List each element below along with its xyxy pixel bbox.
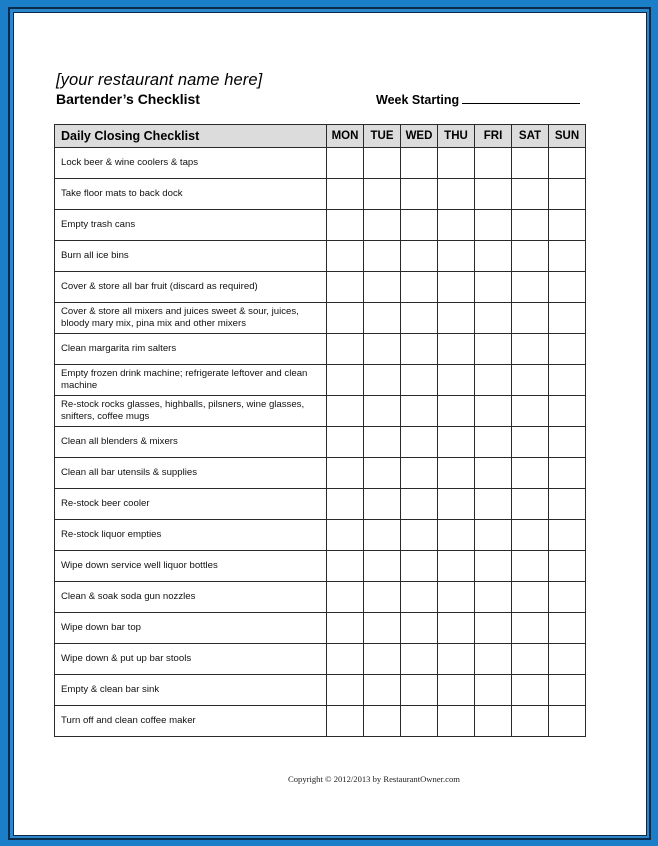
checkbox-cell-fri[interactable] — [475, 582, 512, 613]
task-label: Cover & store all bar fruit (discard as required) — [55, 272, 327, 303]
checkbox-cell-sat[interactable] — [512, 582, 549, 613]
checkbox-cell-tue[interactable] — [364, 272, 401, 303]
checkbox-cell-fri[interactable] — [475, 427, 512, 458]
table-row — [55, 241, 586, 272]
checkbox-cell-sat[interactable] — [512, 613, 549, 644]
checkbox-cell-mon[interactable] — [327, 458, 364, 489]
table-row — [55, 334, 586, 365]
checkbox-cell-sat[interactable] — [512, 396, 549, 427]
checkbox-cell-thu[interactable] — [438, 706, 475, 737]
table-row — [55, 303, 586, 334]
checkbox-cell-fri[interactable] — [475, 551, 512, 582]
checkbox-cell-sat[interactable] — [512, 427, 549, 458]
checkbox-cell-fri[interactable] — [475, 613, 512, 644]
checkbox-cell-tue[interactable] — [364, 210, 401, 241]
checkbox-cell-tue[interactable] — [364, 675, 401, 706]
checkbox-cell-tue[interactable] — [364, 551, 401, 582]
checkbox-cell-sun[interactable] — [549, 303, 586, 334]
week-starting-blank-line — [462, 103, 580, 104]
checklist-title: Bartender’s Checklist — [56, 91, 200, 107]
task-column-header: Daily Closing Checklist — [55, 125, 327, 148]
day-header-mon: MON — [327, 125, 364, 148]
checkbox-cell-fri[interactable] — [475, 458, 512, 489]
checkbox-cell-thu[interactable] — [438, 396, 475, 427]
checkbox-cell-mon[interactable] — [327, 241, 364, 272]
checkbox-cell-tue[interactable] — [364, 582, 401, 613]
checkbox-cell-wed[interactable] — [401, 334, 438, 365]
closing-checklist-table — [54, 124, 586, 737]
checkbox-cell-sun[interactable] — [549, 613, 586, 644]
checkbox-cell-wed[interactable] — [401, 644, 438, 675]
checkbox-cell-mon[interactable] — [327, 210, 364, 241]
checkbox-cell-mon[interactable] — [327, 148, 364, 179]
checkbox-cell-thu[interactable] — [438, 303, 475, 334]
checkbox-cell-sat[interactable] — [512, 334, 549, 365]
checkbox-cell-sun[interactable] — [549, 148, 586, 179]
checkbox-cell-fri[interactable] — [475, 241, 512, 272]
table-row — [55, 675, 586, 706]
checkbox-cell-thu[interactable] — [438, 365, 475, 396]
checkbox-cell-fri[interactable] — [475, 520, 512, 551]
checkbox-cell-sun[interactable] — [549, 427, 586, 458]
checkbox-cell-sun[interactable] — [549, 582, 586, 613]
checkbox-cell-thu[interactable] — [438, 489, 475, 520]
checkbox-cell-thu[interactable] — [438, 458, 475, 489]
checkbox-cell-wed[interactable] — [401, 241, 438, 272]
table-row — [55, 148, 586, 179]
checkbox-cell-wed[interactable] — [401, 272, 438, 303]
checkbox-cell-tue[interactable] — [364, 303, 401, 334]
checkbox-cell-tue[interactable] — [364, 427, 401, 458]
checkbox-cell-wed[interactable] — [401, 551, 438, 582]
checkbox-cell-mon[interactable] — [327, 179, 364, 210]
checkbox-cell-tue[interactable] — [364, 148, 401, 179]
checkbox-cell-tue[interactable] — [364, 365, 401, 396]
checkbox-cell-sun[interactable] — [549, 675, 586, 706]
checkbox-cell-tue[interactable] — [364, 396, 401, 427]
day-header-tue: TUE — [364, 125, 401, 148]
checkbox-cell-mon[interactable] — [327, 644, 364, 675]
day-header-fri: FRI — [475, 125, 512, 148]
checkbox-cell-sat[interactable] — [512, 365, 549, 396]
task-label: Burn all ice bins — [55, 241, 327, 272]
task-label: Re-stock beer cooler — [55, 489, 327, 520]
table-row — [55, 272, 586, 303]
task-label: Wipe down service well liquor bottles — [55, 551, 327, 582]
checkbox-cell-sat[interactable] — [512, 210, 549, 241]
checkbox-cell-sat[interactable] — [512, 675, 549, 706]
table-row — [55, 179, 586, 210]
checkbox-cell-sat[interactable] — [512, 551, 549, 582]
checkbox-cell-mon[interactable] — [327, 706, 364, 737]
table-row — [55, 427, 586, 458]
checkbox-cell-tue[interactable] — [364, 706, 401, 737]
checkbox-cell-tue[interactable] — [364, 489, 401, 520]
checkbox-cell-sun[interactable] — [549, 706, 586, 737]
checkbox-cell-fri[interactable] — [475, 179, 512, 210]
checkbox-cell-mon[interactable] — [327, 489, 364, 520]
checkbox-cell-thu[interactable] — [438, 582, 475, 613]
task-label: Empty frozen drink machine; refrigerate leftover and clean machine — [55, 365, 327, 396]
checkbox-cell-thu[interactable] — [438, 179, 475, 210]
checkbox-cell-thu[interactable] — [438, 210, 475, 241]
task-label: Wipe down bar top — [55, 613, 327, 644]
checkbox-cell-sun[interactable] — [549, 551, 586, 582]
task-label: Wipe down & put up bar stools — [55, 644, 327, 675]
checkbox-cell-wed[interactable] — [401, 148, 438, 179]
checkbox-cell-tue[interactable] — [364, 644, 401, 675]
checkbox-cell-thu[interactable] — [438, 334, 475, 365]
checkbox-cell-fri[interactable] — [475, 303, 512, 334]
table-row — [55, 489, 586, 520]
checkbox-cell-sun[interactable] — [549, 241, 586, 272]
checkbox-cell-wed[interactable] — [401, 210, 438, 241]
checkbox-cell-sat[interactable] — [512, 148, 549, 179]
checkbox-cell-sun[interactable] — [549, 272, 586, 303]
checkbox-cell-sun[interactable] — [549, 458, 586, 489]
table-header-row — [55, 125, 586, 148]
checkbox-cell-fri[interactable] — [475, 334, 512, 365]
checkbox-cell-mon[interactable] — [327, 396, 364, 427]
checkbox-cell-sat[interactable] — [512, 520, 549, 551]
task-label: Clean margarita rim salters — [55, 334, 327, 365]
checkbox-cell-thu[interactable] — [438, 427, 475, 458]
checkbox-cell-sun[interactable] — [549, 644, 586, 675]
checkbox-cell-sat[interactable] — [512, 303, 549, 334]
checkbox-cell-fri[interactable] — [475, 489, 512, 520]
table-row — [55, 396, 586, 427]
checkbox-cell-sun[interactable] — [549, 489, 586, 520]
checkbox-cell-wed[interactable] — [401, 365, 438, 396]
checkbox-cell-thu[interactable] — [438, 520, 475, 551]
copyright-notice: Copyright © 2012/2013 by RestaurantOwner.com — [288, 774, 460, 784]
checkbox-cell-sun[interactable] — [549, 520, 586, 551]
restaurant-name-placeholder: [your restaurant name here] — [56, 71, 263, 89]
checkbox-cell-fri[interactable] — [475, 644, 512, 675]
day-header-sat: SAT — [512, 125, 549, 148]
checkbox-cell-wed[interactable] — [401, 675, 438, 706]
checkbox-cell-mon[interactable] — [327, 675, 364, 706]
checkbox-cell-mon[interactable] — [327, 334, 364, 365]
checkbox-cell-sat[interactable] — [512, 241, 549, 272]
week-starting-field — [376, 93, 580, 107]
checkbox-cell-fri[interactable] — [475, 365, 512, 396]
checkbox-cell-mon[interactable] — [327, 365, 364, 396]
checkbox-cell-mon[interactable] — [327, 582, 364, 613]
checkbox-cell-fri[interactable] — [475, 148, 512, 179]
checkbox-cell-wed[interactable] — [401, 706, 438, 737]
checkbox-cell-sat[interactable] — [512, 272, 549, 303]
checkbox-cell-thu[interactable] — [438, 551, 475, 582]
week-starting-label: Week Starting — [376, 93, 460, 107]
task-label: Empty & clean bar sink — [55, 675, 327, 706]
checkbox-cell-wed[interactable] — [401, 427, 438, 458]
checkbox-cell-tue[interactable] — [364, 613, 401, 644]
checkbox-cell-thu[interactable] — [438, 613, 475, 644]
checkbox-cell-tue[interactable] — [364, 458, 401, 489]
checkbox-cell-sat[interactable] — [512, 644, 549, 675]
checkbox-cell-wed[interactable] — [401, 613, 438, 644]
checkbox-cell-mon[interactable] — [327, 551, 364, 582]
day-header-thu: THU — [438, 125, 475, 148]
table-row — [55, 582, 586, 613]
checklist-page — [13, 12, 647, 836]
checkbox-cell-wed[interactable] — [401, 582, 438, 613]
checkbox-cell-wed[interactable] — [401, 179, 438, 210]
checkbox-cell-wed[interactable] — [401, 489, 438, 520]
table-row — [55, 520, 586, 551]
task-label: Turn off and clean coffee maker — [55, 706, 327, 737]
checkbox-cell-mon[interactable] — [327, 427, 364, 458]
checkbox-cell-fri[interactable] — [475, 396, 512, 427]
checkbox-cell-sun[interactable] — [549, 365, 586, 396]
checkbox-cell-fri[interactable] — [475, 706, 512, 737]
checkbox-cell-sat[interactable] — [512, 489, 549, 520]
checkbox-cell-tue[interactable] — [364, 241, 401, 272]
day-header-sun: SUN — [549, 125, 586, 148]
checkbox-cell-tue[interactable] — [364, 179, 401, 210]
checkbox-cell-sun[interactable] — [549, 179, 586, 210]
checkbox-cell-wed[interactable] — [401, 458, 438, 489]
checkbox-cell-sun[interactable] — [549, 210, 586, 241]
checkbox-cell-mon[interactable] — [327, 272, 364, 303]
table-row — [55, 644, 586, 675]
task-label: Clean all bar utensils & supplies — [55, 458, 327, 489]
checkbox-cell-thu[interactable] — [438, 675, 475, 706]
checkbox-cell-thu[interactable] — [438, 241, 475, 272]
checkbox-cell-fri[interactable] — [475, 675, 512, 706]
day-header-wed: WED — [401, 125, 438, 148]
checkbox-cell-sat[interactable] — [512, 458, 549, 489]
table-row — [55, 210, 586, 241]
checkbox-cell-fri[interactable] — [475, 210, 512, 241]
checkbox-cell-wed[interactable] — [401, 396, 438, 427]
table-row — [55, 613, 586, 644]
task-label: Empty trash cans — [55, 210, 327, 241]
checkbox-cell-mon[interactable] — [327, 613, 364, 644]
checkbox-cell-sun[interactable] — [549, 396, 586, 427]
checkbox-cell-wed[interactable] — [401, 303, 438, 334]
checkbox-cell-sat[interactable] — [512, 179, 549, 210]
checkbox-cell-tue[interactable] — [364, 520, 401, 551]
checkbox-cell-thu[interactable] — [438, 644, 475, 675]
table-row — [55, 458, 586, 489]
checkbox-cell-tue[interactable] — [364, 334, 401, 365]
checkbox-cell-wed[interactable] — [401, 520, 438, 551]
task-label: Cover & store all mixers and juices sweet & sour, juices, bloody mary mix, pina mix and other mixers — [55, 303, 327, 334]
checkbox-cell-sun[interactable] — [549, 334, 586, 365]
table-row — [55, 551, 586, 582]
task-label: Take floor mats to back dock — [55, 179, 327, 210]
checkbox-cell-thu[interactable] — [438, 148, 475, 179]
checkbox-cell-mon[interactable] — [327, 303, 364, 334]
task-label: Clean all blenders & mixers — [55, 427, 327, 458]
table-row — [55, 365, 586, 396]
task-label: Lock beer & wine coolers & taps — [55, 148, 327, 179]
checkbox-cell-thu[interactable] — [438, 272, 475, 303]
table-row — [55, 706, 586, 737]
checkbox-cell-mon[interactable] — [327, 520, 364, 551]
task-label: Re-stock liquor empties — [55, 520, 327, 551]
task-label: Clean & soak soda gun nozzles — [55, 582, 327, 613]
task-label: Re-stock rocks glasses, highballs, pilsners, wine glasses, snifters, coffee mugs — [55, 396, 327, 427]
checkbox-cell-sat[interactable] — [512, 706, 549, 737]
checkbox-cell-fri[interactable] — [475, 272, 512, 303]
